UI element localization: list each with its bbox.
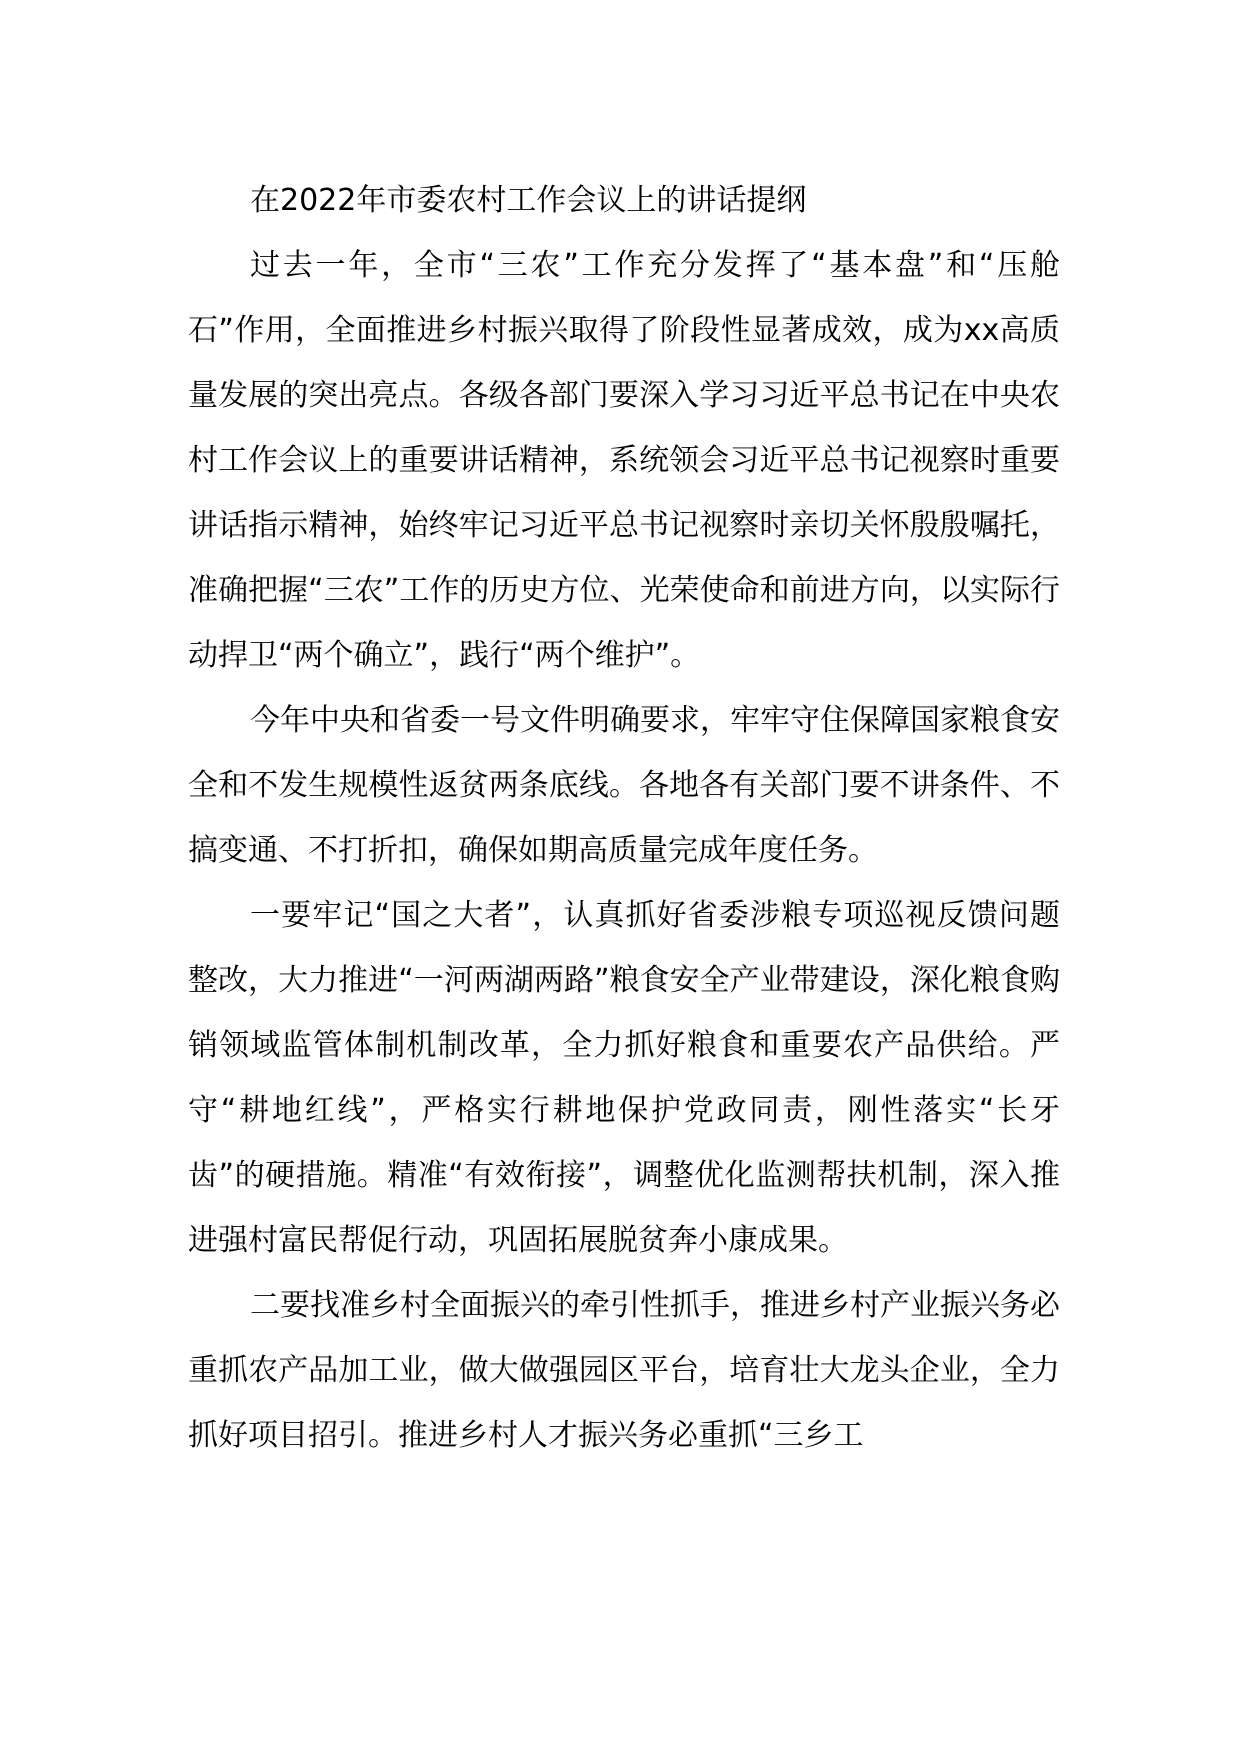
paragraph-4: 二要找准乡村全面振兴的牵引性抓手，推进乡村产业振兴务必重抓农产品加工业，做大做强园区平台，培育壮大龙头企业，全力抓好项目招引。推进乡村人才振兴务必重抓“三乡工 [188, 1288, 1060, 1453]
document-body [188, 168, 1060, 1468]
paragraph-3: 一要牢记“国之大者”，认真抓好省委涉粮专项巡视反馈问题整改，大力推进“一河两湖两路”粮食安全产业带建设，深化粮食购销领域监管体制机制改革，全力抓好粮食和重要农产品供给。严守“耕地红线”，严格实行耕地保护党政同责，刚性落实“长牙齿”的硬措施。精准“有效衔接”，调整优化监测帮扶机制，深入推进强村富民帮促行动，巩固拓展脱贫奔小康成果。 [188, 898, 1060, 1258]
paragraph-2: 今年中央和省委一号文件明确要求，牢牢守住保障国家粮食安全和不发生规模性返贫两条底线。各地各有关部门要不讲条件、不搞变通、不打折扣，确保如期高质量完成年度任务。 [188, 703, 1060, 868]
paragraph-1: 过去一年，全市“三农”工作充分发挥了“基本盘”和“压舱石”作用，全面推进乡村振兴取得了阶段性显著成效，成为xx高质量发展的突出亮点。各级各部门要深入学习习近平总书记在中央农村工作会议上的重要讲话精神，系统领会习近平总书记视察时重要讲话指示精神，始终牢记习近平总书记视察时亲切关怀殷殷嘱托，准确把握“三农”工作的历史方位、光荣使命和前进方向，以实际行动捍卫“两个确立”，践行“两个维护”。 [188, 248, 1060, 673]
document-title: 在2022年市委农村工作会议上的讲话提纲 [250, 183, 807, 218]
